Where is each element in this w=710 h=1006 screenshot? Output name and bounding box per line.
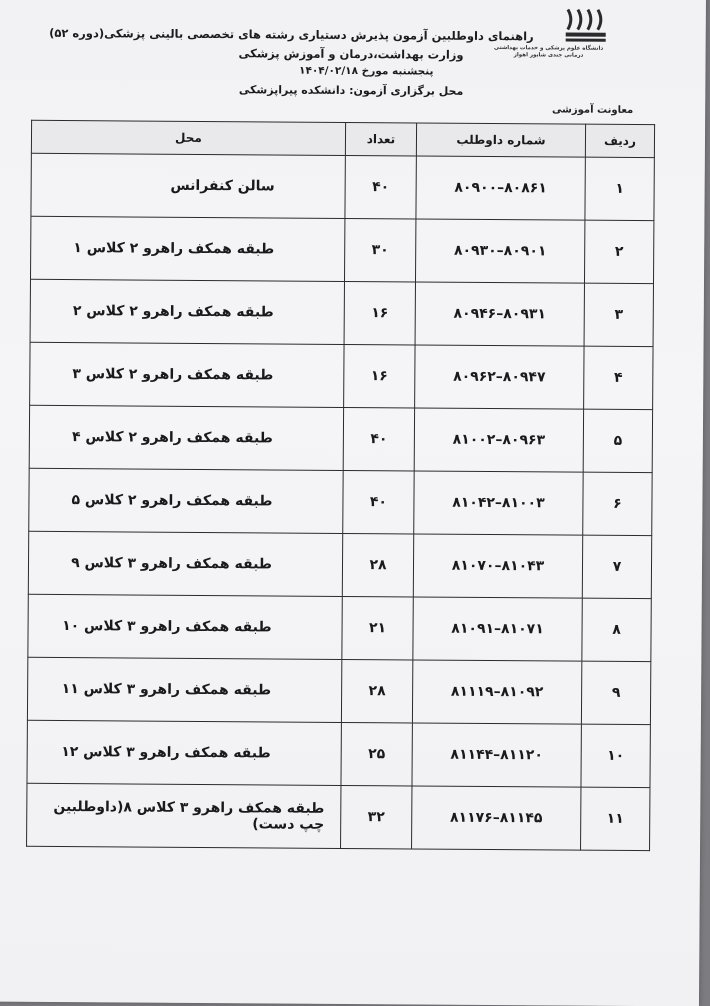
candidate-count: ۴۰ (343, 470, 414, 533)
exam-location: طبقه همکف راهرو ۳ کلاس ۹ (28, 531, 342, 596)
table-row (28, 531, 651, 598)
candidate-count: ۱۶ (344, 281, 415, 344)
table-row (29, 405, 652, 472)
candidate-range: ۸۰۸۶۱–۸۰۹۰۰ (416, 156, 585, 220)
header-location: محل (31, 120, 345, 155)
header-candidate-range: شماره داوطلب (416, 123, 585, 157)
candidate-count: ۳۲ (341, 785, 412, 848)
candidate-range: ۸۱۱۲۰–۸۱۱۴۴ (412, 723, 581, 787)
table-header-row (31, 120, 654, 157)
candidate-count: ۴۰ (345, 155, 416, 218)
exam-location: طبقه همکف راهرو ۲ کلاس ۱ (31, 216, 345, 281)
candidate-range: ۸۱۱۴۵–۸۱۱۷۶ (412, 786, 581, 850)
candidate-range: ۸۰۹۰۱–۸۰۹۳۰ (415, 219, 584, 283)
row-number: ۹ (581, 661, 650, 724)
exam-location: طبقه همکف راهرو ۲ کلاس ۳ (30, 342, 344, 407)
exam-location: طبقه همکف راهرو ۳ کلاس ۱۲ (27, 720, 341, 785)
table-row (28, 594, 651, 661)
table-row (29, 468, 652, 535)
row-number: ۱۰ (581, 724, 650, 787)
candidate-count: ۴۰ (343, 407, 414, 470)
table-row (30, 279, 653, 346)
exam-venue: محل برگزاری آزمون: دانشکده پیراپزشکی (238, 83, 464, 98)
row-number: ۶ (583, 472, 652, 535)
candidate-count: ۱۶ (344, 344, 415, 407)
exam-location: طبقه همکف راهرو ۲ کلاس ۲ (30, 279, 344, 344)
row-number: ۱ (585, 157, 654, 220)
table-row (30, 342, 653, 409)
header-row-number: ردیف (585, 124, 654, 157)
ministry-line: وزارت بهداشت،درمان و آموزش پزشکی (238, 46, 464, 62)
exam-location: سالن کنفرانس (31, 153, 345, 218)
row-number: ۴ (584, 346, 653, 409)
candidate-range: ۸۱۰۷۱–۸۱۰۹۱ (413, 597, 582, 661)
row-number: ۱۱ (581, 787, 650, 850)
candidate-range: ۸۰۹۴۷–۸۰۹۶۲ (415, 345, 584, 409)
candidate-count: ۲۵ (341, 722, 412, 785)
logo-caption: دانشگاه علوم پزشکی و خدمات بهداشتی درمانی جندی شاپور اهواز (494, 45, 604, 59)
document-header (0, 0, 704, 116)
deputy-label: معاونت آموزشی (551, 104, 634, 116)
candidate-count: ۳۰ (344, 218, 415, 281)
candidate-range: ۸۱۰۹۲–۸۱۱۱۹ (412, 660, 581, 724)
row-number: ۵ (583, 409, 652, 472)
exam-location: طبقه همکف راهرو ۲ کلاس ۴ (29, 405, 343, 470)
row-number: ۲ (584, 220, 653, 283)
document-title: راهنمای داوطلبین آزمون پذیرش دستیاری رشته های تخصصی بالینی پزشکی(دوره ۵۲) (49, 25, 534, 44)
table-row (31, 153, 654, 220)
exam-location: طبقه همکف راهرو ۳ کلاس ۱۱ (27, 657, 341, 722)
candidate-range: ۸۱۰۴۳–۸۱۰۷۰ (413, 534, 582, 598)
header-count: تعداد (345, 122, 416, 155)
exam-location: طبقه همکف راهرو ۳ کلاس ۱۰ (28, 594, 342, 659)
exam-location: طبقه همکف راهرو ۲ کلاس ۵ (29, 468, 343, 533)
candidate-range: ۸۰۹۳۱–۸۰۹۴۶ (415, 282, 584, 346)
row-number: ۳ (584, 283, 653, 346)
exam-location: طبقه همکف راهرو ۳ کلاس ۸(داوطلبین چپ دست) (27, 783, 341, 848)
seating-table (26, 120, 655, 851)
candidate-count: ۲۱ (342, 596, 413, 659)
university-logo-icon (564, 5, 608, 45)
row-number: ۸ (582, 598, 651, 661)
exam-date: پنجشنبه مورخ ۱۴۰۴/۰۲/۱۸ (299, 64, 434, 78)
candidate-range: ۸۰۹۶۳–۸۱۰۰۲ (414, 408, 583, 472)
table-row (27, 657, 650, 724)
row-number: ۷ (582, 535, 651, 598)
table-row (27, 720, 650, 787)
table-row (27, 783, 650, 850)
candidate-count: ۲۸ (342, 533, 413, 596)
candidate-count: ۲۸ (341, 659, 412, 722)
candidate-range: ۸۱۰۰۳–۸۱۰۴۲ (414, 471, 583, 535)
table-row (31, 216, 654, 283)
